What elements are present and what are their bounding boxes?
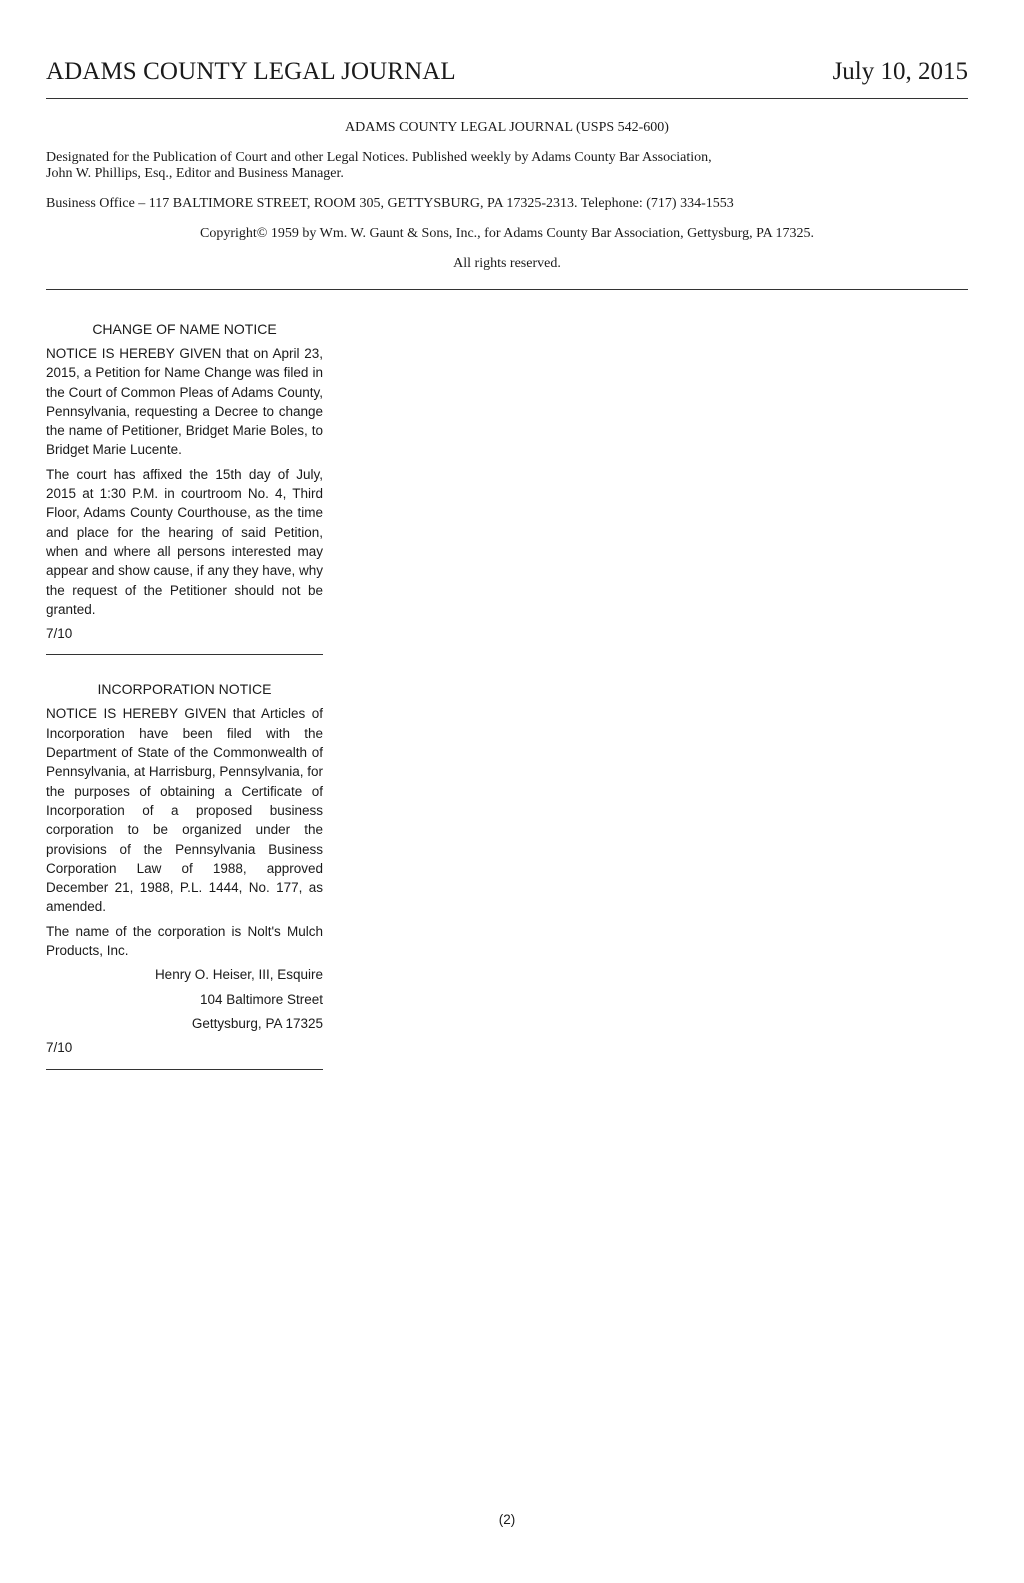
journal-title: ADAMS COUNTY LEGAL JOURNAL	[46, 58, 456, 85]
notice-heading: CHANGE OF NAME NOTICE	[92, 321, 277, 337]
signature-city: Gettysburg, PA 17325	[191, 1015, 323, 1031]
notice-date: 7/10	[46, 626, 73, 642]
copyright-line: Copyright© 1959 by Wm. W. Gaunt & Sons, Inc., for Adams County Bar Association, Gettysburg, PA 17325.	[200, 226, 814, 241]
notice-date: 7/10	[46, 1040, 73, 1056]
notice-column	[46, 320, 323, 1070]
business-office-line: Business Office – 117 BALTIMORE STREET, ROOM 305, GETTYSBURG, PA 17325-2313. Telephone: (717) 334-1553	[46, 196, 734, 211]
signature-street: 104 Baltimore Street	[199, 991, 323, 1007]
change-of-name-notice	[46, 320, 323, 655]
masthead-divider	[46, 289, 968, 290]
notice-paragraph: NOTICE IS HEREBY GIVEN that on April 23, 2015, a Petition for Name Change was filed in the Court of Common Pleas of Adams County, Pennsylvania, requesting a Decree to change the name of Petitioner, Bridget Marie Boles, to Bridget Marie Lucente.	[46, 346, 323, 458]
rights-line: All rights reserved.	[453, 256, 561, 271]
masthead-description-line1: Designated for the Publication of Court and other Legal Notices. Published weekly by Adams County Bar Association,	[46, 150, 712, 165]
masthead-title: ADAMS COUNTY LEGAL JOURNAL (USPS 542-600)	[345, 120, 669, 135]
page-number: (2)	[498, 1512, 516, 1527]
notice-divider	[46, 1069, 323, 1070]
notice-heading: INCORPORATION NOTICE	[97, 681, 272, 698]
running-header	[46, 58, 968, 99]
incorporation-notice	[46, 680, 323, 1069]
masthead-description-line2: John W. Phillips, Esq., Editor and Business Manager.	[46, 166, 344, 181]
notice-spacer	[46, 655, 323, 680]
issue-date: July 10, 2015	[832, 58, 968, 85]
notice-paragraph: The name of the corporation is Nolt's Mulch Products, Inc.	[46, 923, 323, 959]
notice-paragraph: NOTICE IS HEREBY GIVEN that Articles of Incorporation have been filed with the Department of State of the Commonwealth of Pennsylvania, at Harrisburg, Pennsylvania, for the purposes of obtaining a Certificate of Incorporation of a proposed business corporation to be organized under the provisions of the Pennsylvania Business Corporation Law of 1988, approved December 21, 1988, P.L. 1444, No. 177, as amended.	[46, 706, 323, 915]
notice-paragraph: The court has affixed the 15th day of July, 2015 at 1:30 P.M. in courtroom No. 4, Third Floor, Adams County Courthouse, as the time and place for the hearing of said Petition, when and where all persons interested may appear and show cause, if any they have, why the request of the Petitioner should not be granted.	[46, 466, 323, 617]
signature-name: Henry O. Heiser, III, Esquire	[154, 967, 323, 983]
